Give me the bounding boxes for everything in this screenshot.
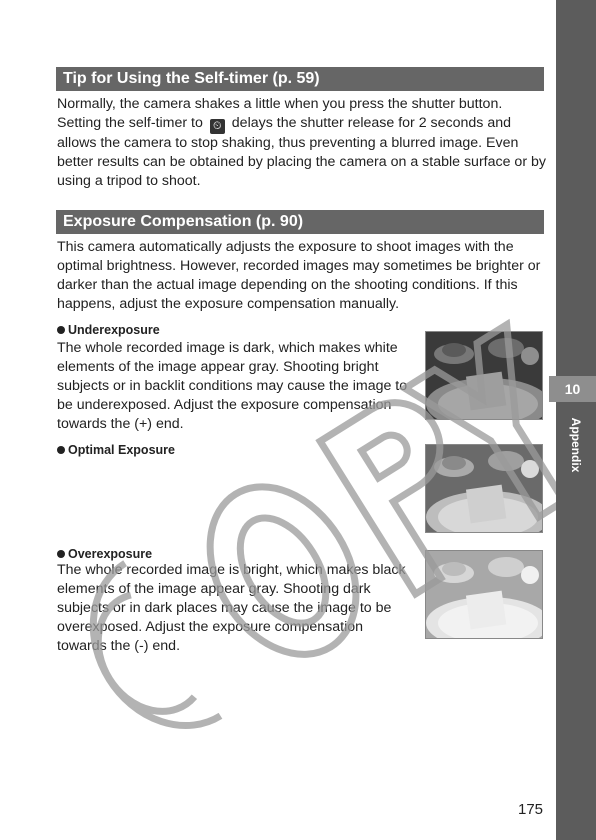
overexposed-photo-graphic: [426, 551, 543, 639]
optimal-exposure-heading-label: Optimal Exposure: [68, 443, 175, 457]
overexposure-heading: [57, 547, 152, 561]
overexposed-photo: [425, 550, 543, 639]
bullet-icon: [57, 446, 65, 454]
underexposure-text: The whole recorded image is dark, which makes white elements of the image appear gray. Shooting bright subjects or in backlit conditions may cause the image to be underexposed. Adjust the exposure compensation towards the (+) end.: [57, 340, 408, 432]
section-header-self-timer: Tip for Using the Self-timer (p. 59): [56, 67, 544, 91]
bullet-icon: [57, 550, 65, 558]
overexposure-heading-label: Overexposure: [68, 547, 153, 561]
optimal-exposure-photo-graphic: [426, 445, 543, 533]
section-header-exposure: Exposure Compensation (p. 90): [56, 210, 544, 234]
chapter-number-tab: 10: [549, 376, 596, 402]
self-timer-text-before: Normally, the camera shakes a little when you press the shutter button. Setting the self-timer to: [57, 96, 503, 131]
chapter-label: Appendix: [569, 417, 583, 473]
exposure-intro-paragraph: This camera automatically adjusts the exposure to shoot images with the optimal brightness. However, recorded images may sometimes be brighter or darker than the actual image depending on the shooting conditions. If this happens, adjust the exposure compensation manually.: [57, 239, 541, 312]
underexposed-photo: [425, 331, 543, 420]
bullet-icon: [57, 326, 65, 334]
self-timer-paragraph: [57, 95, 547, 191]
underexposed-photo-graphic: [426, 332, 543, 420]
underexposure-heading: [57, 323, 160, 337]
self-timer-2sec-icon: ⏲: [210, 119, 225, 134]
self-timer-text-after: delays the shutter release for 2 seconds and allows the camera to stop shaking, thus preventing a blurred image. Even better results can be obtained by placing the camera on a stable surface or by using a tripod to shoot.: [57, 115, 546, 189]
page-number: 175: [518, 801, 544, 818]
optimal-exposure-heading: [57, 443, 175, 457]
optimal-exposure-photo: [425, 444, 543, 533]
underexposure-heading-label: Underexposure: [68, 323, 160, 337]
overexposure-text: The whole recorded image is bright, which makes black elements of the image appear gray. Shooting dark subjects or in dark places may cause the image to be overexposed. Adjust the exposure compensation towards the (-) end.: [57, 562, 406, 654]
